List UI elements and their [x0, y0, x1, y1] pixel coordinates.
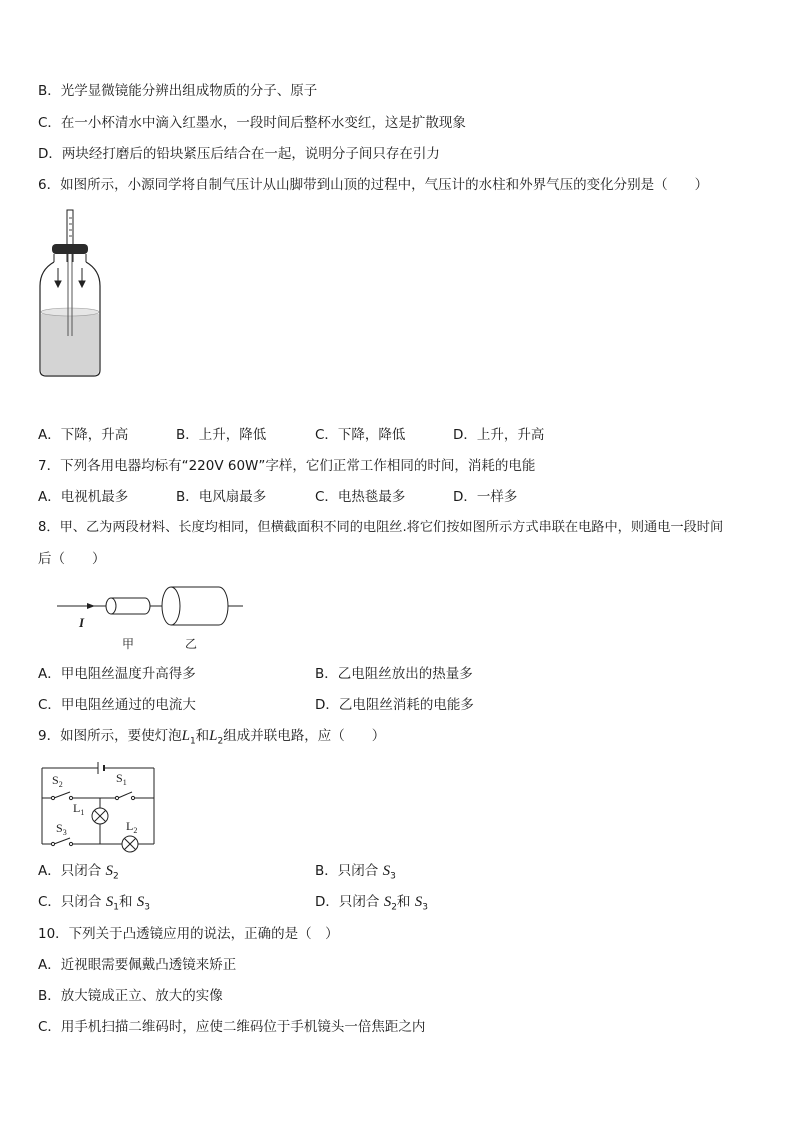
s2-label: $S_2$ — [52, 773, 63, 789]
q10-stem: 10．下列关于凸透镜应用的说法，正确的是（ ） — [38, 926, 339, 942]
q10-option-a: A．近视眼需要佩戴凸透镜来矫正 — [38, 957, 237, 973]
q6-stem: 6．如图所示，小源同学将自制气压计从山脚带到山顶的过程中，气压计的水柱和外界气压的变化分别是（ ） — [38, 177, 709, 193]
q9-option-b: B．只闭合 $S_3$ — [315, 863, 396, 882]
q7-option-a: A．电视机最多 — [38, 489, 129, 505]
parallel-circuit-figure — [38, 760, 160, 850]
q9-option-a: A．只闭合 $S_2$ — [38, 863, 119, 882]
wire-a-label: 甲 — [122, 637, 135, 651]
q6-option-c: C．下降，降低 — [315, 427, 406, 443]
q7-stem: 7．下列各用电器均标有“220V 60W”字样，它们正常工作相同的时间，消耗的电能 — [38, 458, 536, 474]
resistor-wires-figure — [55, 585, 245, 655]
q9-option-c: C．只闭合 $S_1$和 $S_3$ — [38, 894, 150, 913]
q8-option-a: A．甲电阻丝温度升高得多 — [38, 666, 196, 682]
q6-option-d: D．上升，升高 — [453, 427, 545, 443]
s3-label: $S_3$ — [56, 821, 67, 837]
l2-label: $L_2$ — [126, 819, 138, 835]
q8-option-c: C．甲电阻丝通过的电流大 — [38, 697, 196, 713]
q6-option-a: A．下降，升高 — [38, 427, 129, 443]
q8-stem-line2: 后（ ） — [38, 551, 106, 567]
q7-option-b: B．电风扇最多 — [176, 489, 267, 505]
q10-option-c: C．用手机扫描二维码时，应使二维码位于手机镜头一倍焦距之内 — [38, 1019, 426, 1035]
q10-option-b: B．放大镜成正立、放大的实像 — [38, 988, 223, 1004]
q8-option-b: B．乙电阻丝放出的热量多 — [315, 666, 473, 682]
l1-label: $L_1$ — [73, 801, 85, 817]
q8-stem-line1: 8．甲、乙为两段材料、长度均相同，但横截面积不同的电阻丝.将它们按如图所示方式串联在电路中，则通电一段时间 — [38, 520, 724, 535]
q8-option-d: D．乙电阻丝消耗的电能多 — [315, 697, 474, 713]
q6-option-b: B．上升，降低 — [176, 427, 267, 443]
s1-label: $S_1$ — [116, 771, 127, 787]
q5-option-c: C．在一小杯清水中滴入红墨水，一段时间后整杯水变红，这是扩散现象 — [38, 115, 466, 131]
q7-option-d: D．一样多 — [453, 489, 518, 505]
q9-stem: 9．如图所示，要使灯泡$L_1$和$L_2$组成并联电路，应（ ） — [38, 728, 386, 747]
q7-option-c: C．电热毯最多 — [315, 489, 406, 505]
q9-option-d: D．只闭合 $S_2$和 $S_3$ — [315, 894, 428, 913]
barometer-figure — [36, 208, 102, 380]
q5-option-d: D．两块经打磨后的铅块紧压后结合在一起，说明分子间只存在引力 — [38, 146, 440, 162]
current-label: I — [79, 615, 85, 630]
q5-option-b: B．光学显微镜能分辨出组成物质的分子、原子 — [38, 83, 318, 99]
wire-b-label: 乙 — [185, 637, 198, 651]
